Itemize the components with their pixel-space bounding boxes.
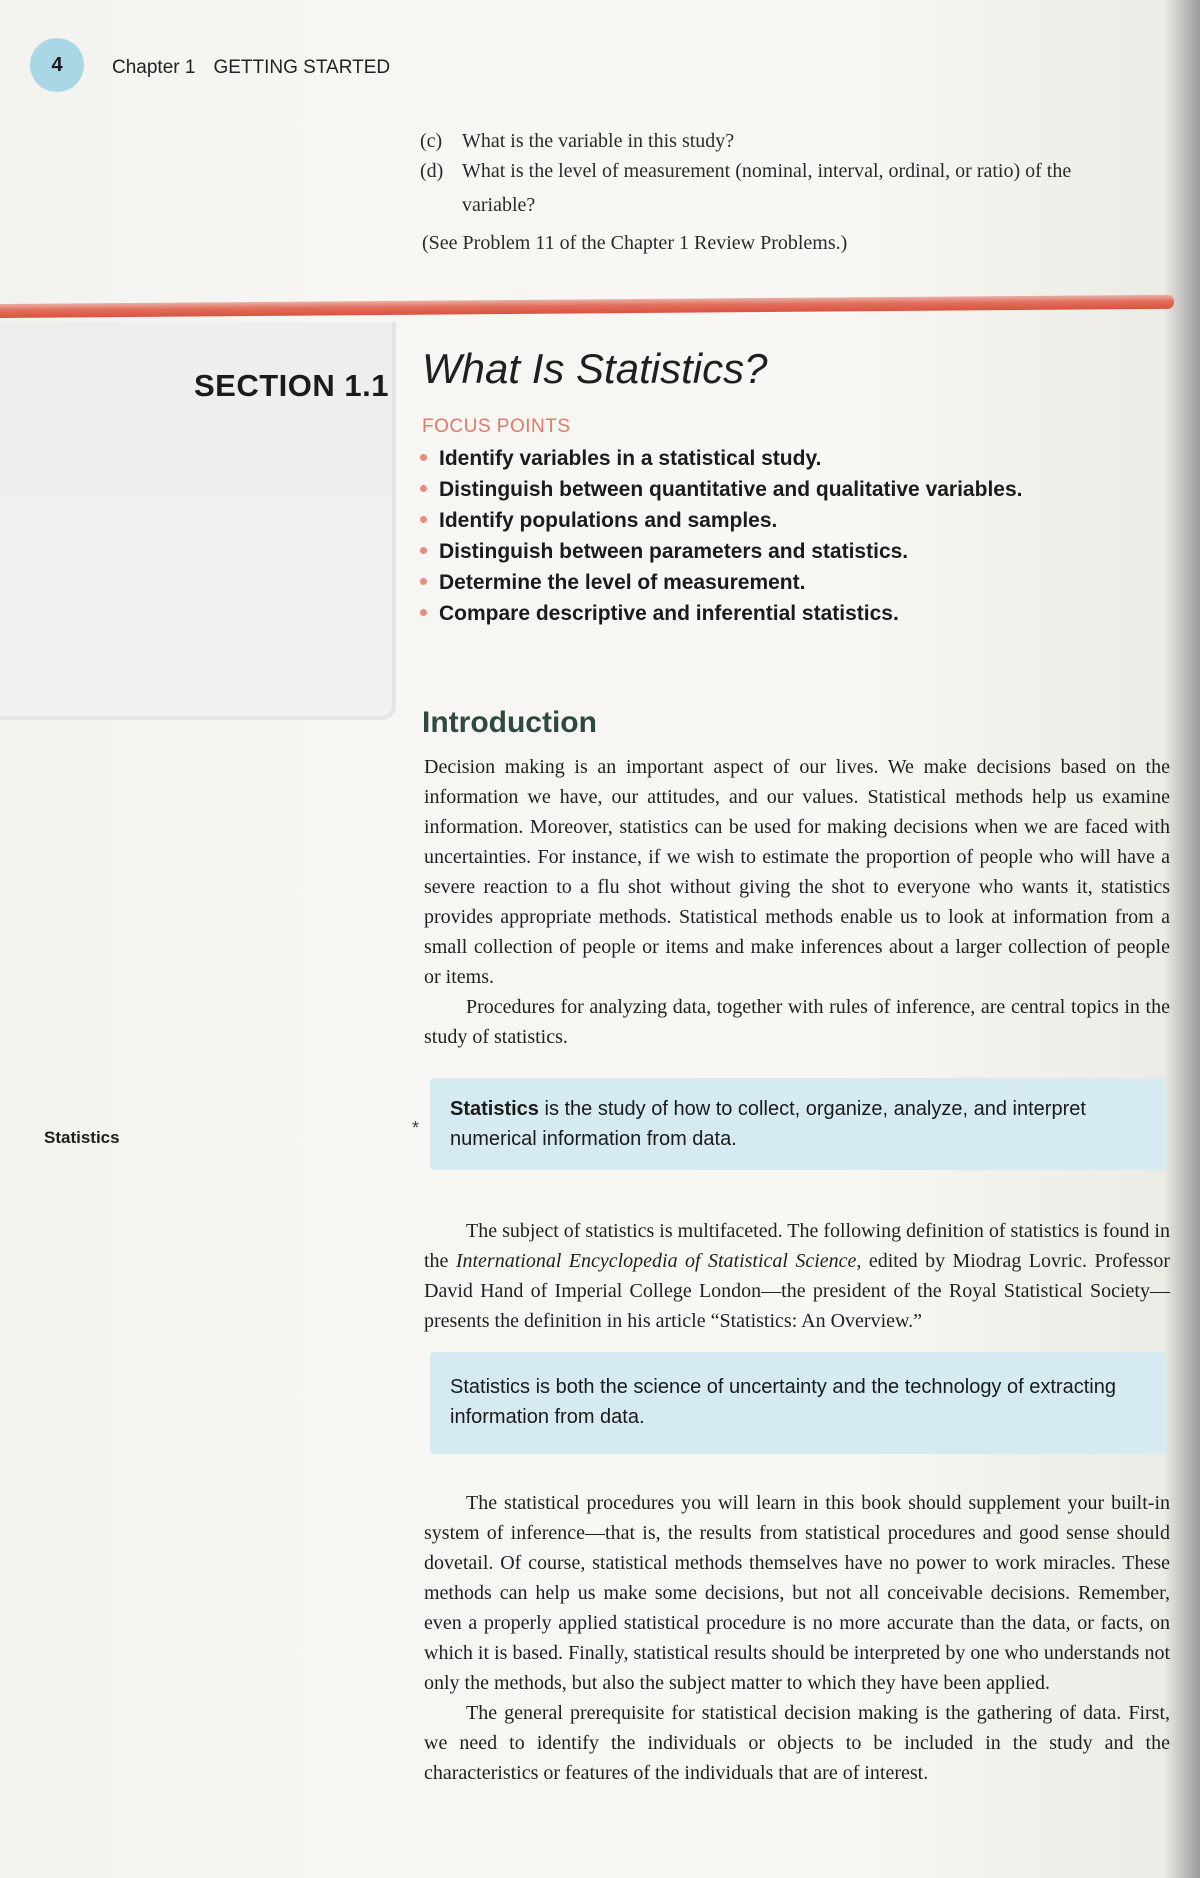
focus-point xyxy=(420,505,1022,536)
focus-point xyxy=(420,474,1022,505)
bullet-icon xyxy=(420,485,427,492)
definition-text: is the study of how to collect, organize, analyze, and interpret numerical information from data. xyxy=(450,1098,1086,1150)
problem-reference: (See Problem 11 of the Chapter 1 Review Problems.) xyxy=(422,232,848,254)
intro-paragraph-2: Procedures for analyzing data, together with rules of inference, are central topics in the study of statistics. xyxy=(424,996,1170,1048)
focus-point xyxy=(420,443,1022,474)
focus-point-text: Distinguish between parameters and statistics. xyxy=(439,540,909,563)
section-title: What Is Statistics? xyxy=(422,345,768,392)
focus-point-text: Distinguish between quantitative and qualitative variables. xyxy=(439,478,1023,501)
margin-term-statistics: Statistics xyxy=(44,1128,120,1147)
focus-point xyxy=(420,536,1022,567)
problem-c-label: (c) xyxy=(420,130,443,152)
definition-term: Statistics xyxy=(450,1098,539,1120)
hand-definition-paragraph xyxy=(424,1216,1170,1336)
focus-points-list xyxy=(420,443,1022,629)
problem-d-label: (d) xyxy=(420,160,444,182)
introduction-heading: Introduction xyxy=(422,706,597,739)
problem-c xyxy=(420,126,734,156)
chapter-label: Chapter 1 xyxy=(112,57,196,78)
problem-d-continued: variable? xyxy=(462,194,536,216)
bullet-icon xyxy=(420,454,427,461)
focus-point xyxy=(420,598,1022,629)
problem-d-text: What is the level of measurement (nominal, interval, ordinal, or ratio) of the xyxy=(462,160,1072,182)
encyclopedia-title: International Encyclopedia of Statistical Science xyxy=(455,1250,857,1272)
focus-points-heading: FOCUS POINTS xyxy=(422,416,571,437)
definition-box-hand xyxy=(430,1352,1166,1454)
chapter-title: GETTING STARTED xyxy=(213,57,391,78)
closing-body xyxy=(424,1488,1170,1788)
hand-paragraph-text-cont: , edited by Miodrag Lovric. Professor David Hand of Imperial College London—the president of the Royal Statistical Society—presents the definition in his article “Statistics: An Overview.” xyxy=(424,1250,1170,1332)
closing-paragraph-2: The general prerequisite for statistical decision making is the gathering of data. First, we need to identify the individuals or objects to be included in the study and the characteristics or features of the individuals that are of interest. xyxy=(424,1702,1170,1784)
section-rule xyxy=(0,295,1174,318)
focus-point-text: Identify variables in a statistical study. xyxy=(439,447,822,470)
page-number-badge: 4 xyxy=(30,38,84,92)
bullet-icon xyxy=(420,609,427,616)
hand-paragraph-text: The subject of statistics is multifaceted. The following definition of statistics is found in the xyxy=(424,1220,1170,1272)
intro-paragraph-1: Decision making is an important aspect of our lives. We make decisions based on the information we have, our attitudes, and our values. Statistical methods help us examine information. Moreover, statistics can be used for making decisions when we are faced with uncertainties. For instance, if we wish to estimate the proportion of people who will have a severe reaction to a flu shot without giving the shot to everyone who wants it, statistics provides appropriate methods. Statistical methods enable us to look at information from a small collection of people or items and make inferences about a larger collection of people or items. xyxy=(424,756,1170,988)
bullet-icon xyxy=(420,516,427,523)
star-icon: * xyxy=(412,1118,420,1138)
problem-d xyxy=(420,156,1071,186)
closing-paragraph-1: The statistical procedures you will learn in this book should supplement your built-in system of inference—that is, the results from statistical procedures and good sense should dovetail. Of course, statistical methods themselves have no power to work miracles. These methods can help us make some decisions, but not all conceivable decisions. Remember, even a properly applied statistical procedure is no more accurate than the data, or facts, on which it is based. Finally, statistical results should be interpreted by one who understands not only the methods, but also the subject matter to which they have been applied. xyxy=(424,1492,1170,1694)
hand-paragraph xyxy=(424,1216,1170,1336)
bullet-icon xyxy=(420,578,427,585)
running-head xyxy=(112,57,390,79)
focus-point-text: Identify populations and samples. xyxy=(439,509,778,532)
focus-point xyxy=(420,567,1022,598)
definition-box-statistics xyxy=(430,1078,1166,1170)
problem-c-text: What is the variable in this study? xyxy=(462,130,735,152)
section-label: SECTION 1.1 xyxy=(194,368,389,403)
definition-quote: Statistics is both the science of uncertainty and the technology of extracting information from data. xyxy=(450,1376,1116,1428)
introduction-body xyxy=(424,752,1170,1052)
focus-point-text: Compare descriptive and inferential statistics. xyxy=(439,602,899,625)
focus-point-text: Determine the level of measurement. xyxy=(439,571,806,594)
bullet-icon xyxy=(420,547,427,554)
